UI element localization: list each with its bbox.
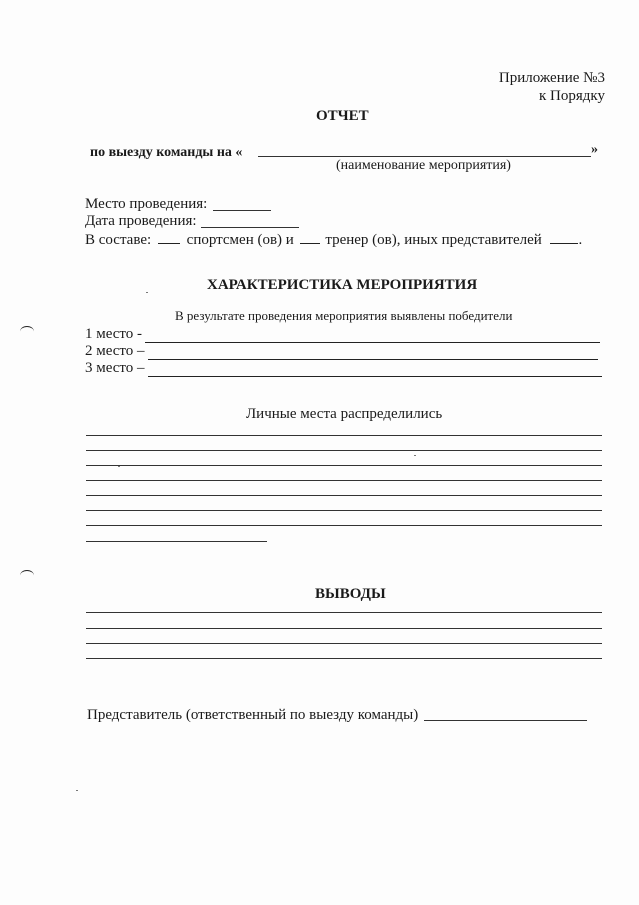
personal-line-short[interactable] — [86, 541, 267, 542]
place-2-row — [85, 343, 598, 360]
punch-hole-mark — [20, 326, 34, 337]
place-2-field[interactable] — [148, 347, 598, 360]
winners-intro: В результате проведения мероприятия выявлены победители — [175, 308, 513, 323]
scan-speck — [146, 292, 148, 293]
date-field-row — [85, 213, 197, 230]
place-2-label: 2 место – — [85, 343, 145, 359]
characteristics-heading: ХАРАКТЕРИСТИКА МЕРОПРИЯТИЯ — [207, 277, 478, 293]
event-name-hint: (наименование мероприятия) — [336, 158, 511, 173]
personal-line[interactable] — [86, 510, 602, 511]
report-subtitle — [90, 145, 242, 161]
coaches-count-field[interactable] — [300, 231, 320, 244]
conclusion-line[interactable] — [86, 643, 602, 644]
place-field-row — [85, 196, 207, 213]
date-field[interactable] — [201, 227, 299, 228]
place-field[interactable] — [213, 210, 271, 211]
subtitle-prefix: по выезду команды на « — [90, 145, 243, 160]
representatives-count-field[interactable] — [550, 231, 578, 244]
event-name-field[interactable] — [258, 156, 591, 157]
conclusions-heading: ВЫВОДЫ — [315, 586, 386, 602]
composition-end: . — [578, 232, 583, 248]
scan-speck — [414, 455, 416, 456]
place-3-label: 3 место – — [85, 360, 145, 376]
composition-label: В составе: — [85, 232, 152, 248]
appendix-reference: к Порядку — [539, 88, 605, 104]
personal-line[interactable] — [86, 435, 602, 436]
conclusion-line[interactable] — [86, 658, 602, 659]
place-label: Место проведения: — [85, 196, 208, 212]
conclusion-line[interactable] — [86, 612, 602, 613]
place-1-field[interactable] — [145, 330, 600, 343]
place-1-row — [85, 326, 600, 343]
scan-speck — [76, 790, 78, 791]
personal-line[interactable] — [86, 525, 602, 526]
document-title: ОТЧЕТ — [316, 108, 369, 124]
appendix-label: Приложение №3 — [498, 70, 605, 86]
subtitle-suffix: » — [591, 142, 598, 157]
place-1-label: 1 место - — [85, 326, 143, 342]
scan-speck — [118, 466, 120, 467]
personal-line[interactable] — [86, 465, 602, 466]
personal-places-heading: Личные места распределились — [246, 406, 443, 422]
composition-row — [85, 231, 582, 249]
place-3-row — [85, 360, 602, 377]
coaches-label: тренер (ов), иных представителей — [325, 232, 542, 248]
representative-signature-field[interactable] — [424, 720, 587, 721]
personal-line[interactable] — [86, 480, 602, 481]
representative-label: Представитель (ответственный по выезду команды) — [87, 707, 419, 723]
conclusion-line[interactable] — [86, 628, 602, 629]
personal-line[interactable] — [86, 495, 602, 496]
place-3-field[interactable] — [148, 364, 602, 377]
punch-hole-mark — [20, 570, 34, 581]
date-label: Дата проведения: — [85, 213, 197, 229]
athletes-label: спортсмен (ов) и — [186, 232, 294, 248]
athletes-count-field[interactable] — [158, 231, 180, 244]
personal-line[interactable] — [86, 450, 602, 451]
